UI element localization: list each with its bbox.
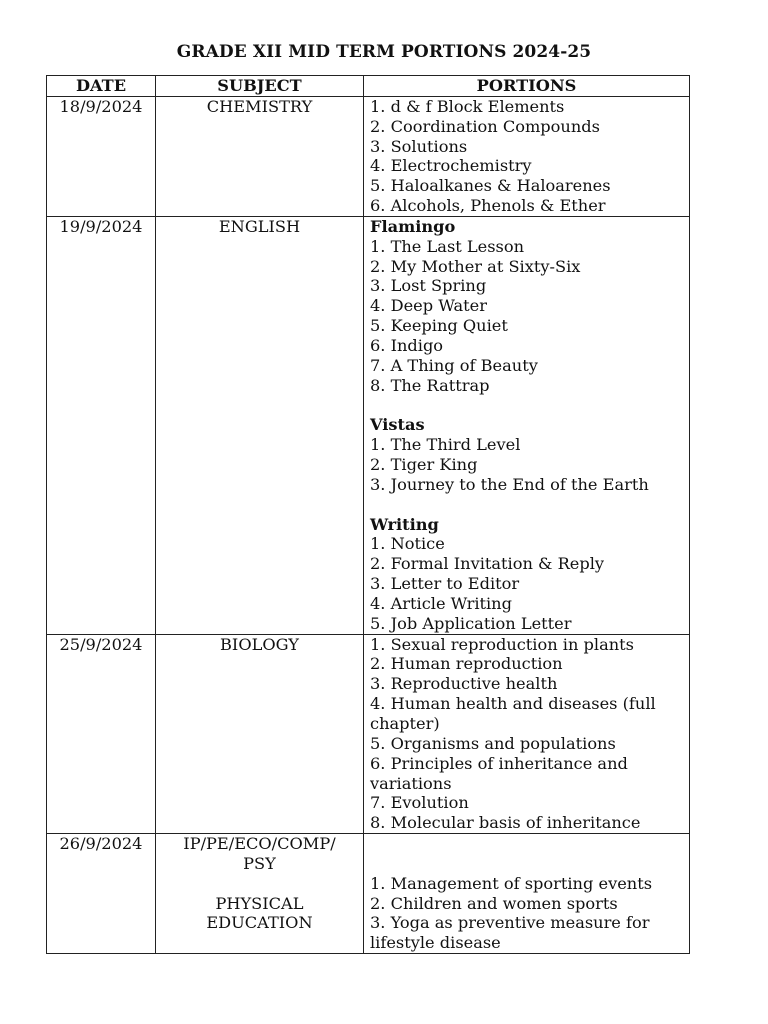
portion-item: 3. Lost Spring xyxy=(370,276,487,296)
portion-item: 2. Tiger King xyxy=(370,455,478,475)
portion-item: 1. Management of sporting events xyxy=(370,873,653,893)
row-subject: BIOLOGY xyxy=(156,634,364,833)
subject-spacer xyxy=(162,874,357,894)
section-spacer xyxy=(370,396,683,416)
row-subject: CHEMISTRY xyxy=(156,96,364,216)
portion-item: 4. Article Writing xyxy=(370,593,512,613)
portion-item: 4. Human health and diseases (full chapter) xyxy=(370,694,656,733)
row-portions xyxy=(364,96,690,216)
portion-item: 7. A Thing of Beauty xyxy=(370,355,538,375)
portion-item: 1. Notice xyxy=(370,534,445,554)
portion-item: 7. Evolution xyxy=(370,793,469,813)
portion-item: 3. Yoga as preventive measure for lifestyle disease xyxy=(370,913,650,953)
section-heading-flamingo: Flamingo xyxy=(370,216,456,236)
portion-item: 6. Alcohols, Phenols & Ether xyxy=(370,196,606,216)
row-date: 19/9/2024 xyxy=(47,216,156,634)
portion-item: 1. The Last Lesson xyxy=(370,236,525,256)
portion-item: 3. Letter to Editor xyxy=(370,574,520,594)
row-date: 25/9/2024 xyxy=(47,634,156,833)
table-row-biology xyxy=(47,634,690,833)
row-subject xyxy=(156,834,364,954)
portion-item: 3. Solutions xyxy=(370,136,468,156)
row-portions xyxy=(364,834,690,954)
row-portions xyxy=(364,216,690,634)
header-portions: PORTIONS xyxy=(364,76,690,97)
portions-spacer xyxy=(370,854,683,874)
row-subject: ENGLISH xyxy=(156,216,364,634)
portion-item: 1. Sexual reproduction in plants xyxy=(370,634,634,654)
portion-item: 3. Reproductive health xyxy=(370,674,558,694)
portion-item: 5. Keeping Quiet xyxy=(370,316,508,336)
subject-line: PSY xyxy=(243,853,276,873)
portion-item: 8. The Rattrap xyxy=(370,375,490,395)
portion-item: 5. Job Application Letter xyxy=(370,613,572,633)
portion-item: 6. Principles of inheritance and variations xyxy=(370,753,628,793)
portion-item: 2. Children and women sports xyxy=(370,893,618,913)
portions-table xyxy=(46,75,690,954)
portion-item: 2. Coordination Compounds xyxy=(370,116,600,136)
portion-item: 2. Formal Invitation & Reply xyxy=(370,554,605,574)
header-subject: SUBJECT xyxy=(156,76,364,97)
portion-item: 8. Molecular basis of inheritance xyxy=(370,813,641,833)
subject-line: IP/PE/ECO/COMP/ xyxy=(183,834,336,854)
row-portions xyxy=(364,634,690,833)
table-row-english xyxy=(47,216,690,634)
row-date: 18/9/2024 xyxy=(47,96,156,216)
table-header-row xyxy=(47,76,690,97)
portion-item: 5. Haloalkanes & Haloarenes xyxy=(370,176,611,196)
table-row-chemistry xyxy=(47,96,690,216)
table-row-electives xyxy=(47,834,690,954)
section-heading-vistas: Vistas xyxy=(370,415,425,435)
portion-item: 1. d & f Block Elements xyxy=(370,96,565,116)
row-date: 26/9/2024 xyxy=(47,834,156,954)
subject-line: EDUCATION xyxy=(206,913,313,933)
portion-item: 2. My Mother at Sixty-Six xyxy=(370,256,581,276)
portion-item: 5. Organisms and populations xyxy=(370,733,616,753)
section-heading-writing: Writing xyxy=(370,514,439,534)
subject-line: PHYSICAL xyxy=(215,893,304,913)
header-date: DATE xyxy=(47,76,156,97)
portion-item: 1. The Third Level xyxy=(370,435,521,455)
portion-item: 6. Indigo xyxy=(370,335,444,355)
document-title: GRADE XII MID TERM PORTIONS 2024-25 xyxy=(176,42,592,62)
portion-item: 2. Human reproduction xyxy=(370,654,563,674)
portion-item: 4. Electrochemistry xyxy=(370,156,532,176)
portion-item: 4. Deep Water xyxy=(370,296,487,316)
portion-item: 3. Journey to the End of the Earth xyxy=(370,474,649,494)
portions-spacer xyxy=(370,834,683,854)
section-spacer xyxy=(370,495,683,515)
